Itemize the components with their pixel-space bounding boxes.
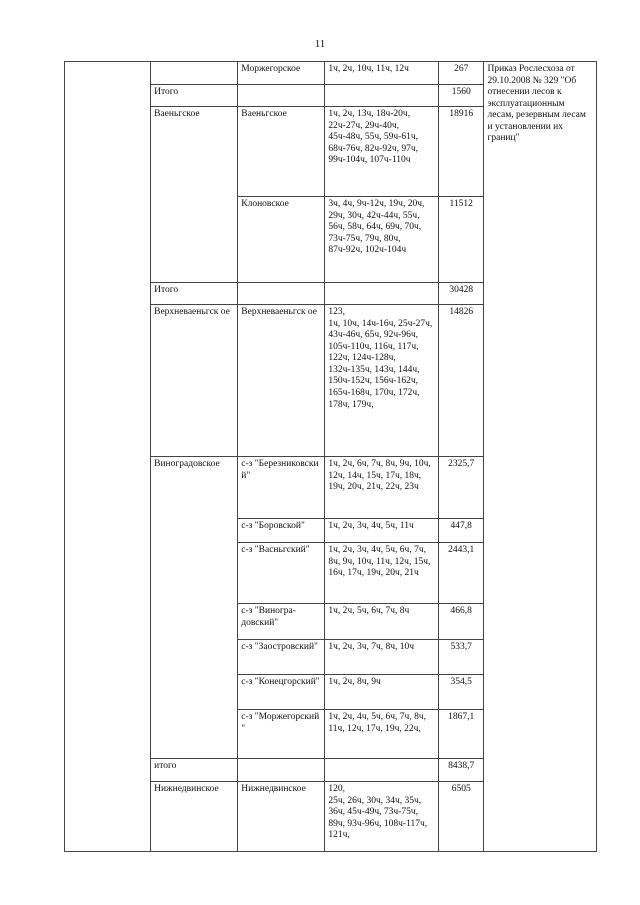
quarters-cell: 1ч, 2ч, 3ч, 7ч, 8ч, 10ч (325, 640, 438, 675)
forestry-cell: Верхневаеньгск ое (151, 305, 238, 457)
district-cell: Клоновское (238, 197, 325, 283)
district-cell: с-з "Боровской" (238, 519, 325, 543)
forestry-cell: Итого (151, 283, 238, 305)
area-cell: 11512 (438, 197, 484, 283)
area-cell: 14826 (438, 305, 484, 457)
district-cell (238, 283, 325, 305)
district-cell: с-з "Березниковски й" (238, 457, 325, 519)
area-cell: 2325,7 (438, 457, 484, 519)
district-cell: с-з "Моржегорский " (238, 710, 325, 759)
district-cell: с-з "Конецгорский" (238, 675, 325, 710)
area-cell: 1560 (438, 85, 484, 107)
quarters-cell: 1ч, 2ч, 10ч, 11ч, 12ч (325, 62, 438, 85)
area-cell: 6505 (438, 782, 484, 852)
left-blank-cell (65, 62, 151, 852)
forestry-cell: Нижнедвинское (151, 782, 238, 852)
quarters-cell: 1ч, 2ч, 13ч, 18ч-20ч, 22ч-27ч, 29ч-40ч, 45ч-48ч, 55ч, 59ч-61ч, 68ч-76ч, 82ч-92ч, 97ч, 99ч-104ч, 107ч-110ч (325, 107, 438, 197)
area-cell: 447,8 (438, 519, 484, 543)
area-cell: 8438,7 (438, 759, 484, 782)
table-row (65, 62, 597, 85)
district-cell (238, 85, 325, 107)
quarters-cell: 1ч, 2ч, 3ч, 4ч, 5ч, 6ч, 7ч, 8ч, 9ч, 10ч, 11ч, 12ч, 15ч, 16ч, 17ч, 19ч, 20ч, 21ч (325, 543, 438, 604)
area-cell: 533,7 (438, 640, 484, 675)
district-cell: с-з "Виногра- довский" (238, 604, 325, 640)
quarters-cell: 120, 25ч, 26ч, 30ч, 34ч, 35ч, 36ч, 45ч-49ч, 73ч-75ч, 89ч, 93ч-96ч, 108ч-117ч, 121ч, (325, 782, 438, 852)
forestry-cell: Виноградовское (151, 457, 238, 759)
district-cell: с-з "Заостровский" (238, 640, 325, 675)
area-cell: 30428 (438, 283, 484, 305)
forestry-cell (151, 62, 238, 85)
area-cell: 1867,1 (438, 710, 484, 759)
district-cell (238, 759, 325, 782)
quarters-cell: 1ч, 2ч, 4ч, 5ч, 6ч, 7ч, 8ч, 11ч, 12ч, 17ч, 19ч, 22ч, (325, 710, 438, 759)
quarters-cell: 1ч, 2ч, 6ч, 7ч, 8ч, 9ч, 10ч, 12ч, 14ч, 15ч, 17ч, 18ч, 19ч, 20ч, 21ч, 22ч, 23ч (325, 457, 438, 519)
quarters-cell: 1ч, 2ч, 8ч, 9ч (325, 675, 438, 710)
quarters-cell: 1ч, 2ч, 5ч, 6ч, 7ч, 8ч (325, 604, 438, 640)
area-cell: 354,5 (438, 675, 484, 710)
area-cell: 466,8 (438, 604, 484, 640)
quarters-cell (325, 759, 438, 782)
forestry-cell: итого (151, 759, 238, 782)
quarters-cell (325, 283, 438, 305)
quarters-cell: 3ч, 4ч, 9ч-12ч, 19ч, 20ч, 29ч, 30ч, 42ч-44ч, 55ч, 56ч, 58ч, 64ч, 69ч, 70ч, 73ч-75ч, 79ч, 80ч, 87ч-92ч, 102ч-104ч (325, 197, 438, 283)
order-reference-cell: Приказ Рослесхоза от 29.10.2008 № 329 "Об отнесении лесов к эксплуатационным лесам, резервным лесам и установлении их границ" (484, 62, 597, 852)
area-cell: 18916 (438, 107, 484, 197)
page-number: 11 (314, 38, 326, 50)
forestry-cell: Итого (151, 85, 238, 107)
quarters-cell (325, 85, 438, 107)
forest-table (64, 61, 597, 852)
district-cell: с-з "Васньгский" (238, 543, 325, 604)
district-cell: Верхневаеньгск ое (238, 305, 325, 457)
quarters-cell: 1ч, 2ч, 3ч, 4ч, 5ч, 11ч (325, 519, 438, 543)
forestry-cell: Ваеньгское (151, 107, 238, 283)
quarters-cell: 123, 1ч, 10ч, 14ч-16ч, 25ч-27ч, 43ч-46ч, 65ч, 92ч-96ч, 105ч-110ч, 116ч, 117ч, 122ч, 124ч-128ч, 132ч-135ч, 143ч, 144ч, 150ч-152ч, 156ч-162ч, 165ч-168ч, 170ч, 172ч, 178ч, 179ч, (325, 305, 438, 457)
area-cell: 267 (438, 62, 484, 85)
district-cell: Нижнедвинское (238, 782, 325, 852)
district-cell: Моржегорское (238, 62, 325, 85)
district-cell: Ваеньгское (238, 107, 325, 197)
area-cell: 2443,1 (438, 543, 484, 604)
